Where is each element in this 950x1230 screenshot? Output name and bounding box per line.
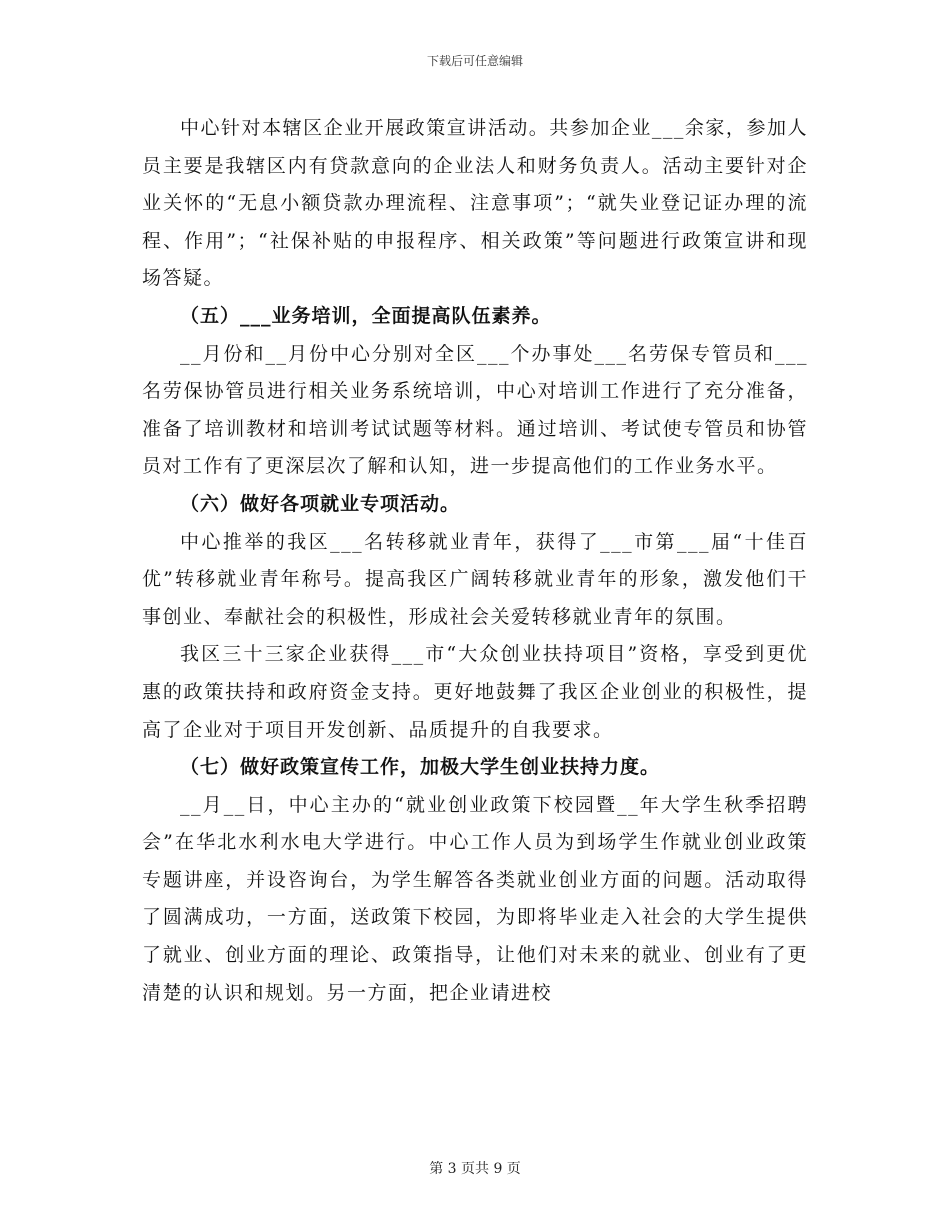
page-header: 下载后可任意编辑 (426, 54, 523, 68)
section-heading-6: （六）做好各项就业专项活动。 (180, 492, 461, 515)
page-number-footer: 第 3 页共 9 页 (429, 1161, 521, 1177)
document-body (142, 110, 808, 1012)
paragraph-youth-award: 中心推举的我区___名转移就业青年，获得了___市第___届“十佳百优”转移就业青年称号。提高我区广阔转移就业青年的形象，激发他们干事创业、奉献社会的积极性，形成社会关爱转移就业青年的氛围。 (142, 530, 808, 628)
section-heading-5: （五）___业务培训，全面提高队伍素养。 (180, 304, 552, 327)
section-heading-7: （七）做好政策宣传工作，加极大学生创业扶持力度。 (180, 756, 661, 779)
paragraph-training: __月份和__月份中心分别对全区___个办事处___名劳保专管员和___名劳保协管员进行相关业务系统培训，中心对培训工作进行了充分准备，准备了培训教材和培训考试试题等材料。通过培训、考试使专管员和协管员对工作有了更深层次了解和认知，进一步提高他们的工作业务水平。 (142, 342, 808, 478)
paragraph-campus-event: __月__日，中心主办的“就业创业政策下校园暨__年大学生秋季招聘会”在华北水利水电大学进行。中心工作人员为到场学生作就业创业政策专题讲座，并设咨询台，为学生解答各类就业创业方面的问题。活动取得了圆满成功，一方面，送政策下校园，为即将毕业走入社会的大学生提供了就业、创业方面的理论、政策指导，让他们对未来的就业、创业有了更清楚的认识和规划。另一方面，把企业请进校 (142, 793, 808, 1004)
paragraph-enterprise-support: 我区三十三家企业获得___市“大众创业扶持项目”资格，享受到更优惠的政策扶持和政府资金支持。更好地鼓舞了我区企业创业的积极性，提高了企业对于项目开发创新、品质提升的自我要求。 (142, 643, 808, 741)
paragraph-policy-promotion: 中心针对本辖区企业开展政策宣讲活动。共参加企业___余家，参加人员主要是我辖区内有贷款意向的企业法人和财务负责人。活动主要针对企业关怀的“无息小额贷款办理流程、注意事项”；“就失业登记证办理的流程、作用”；“社保补贴的申报程序、相关政策”等问题进行政策宣讲和现场答疑。 (142, 117, 808, 290)
